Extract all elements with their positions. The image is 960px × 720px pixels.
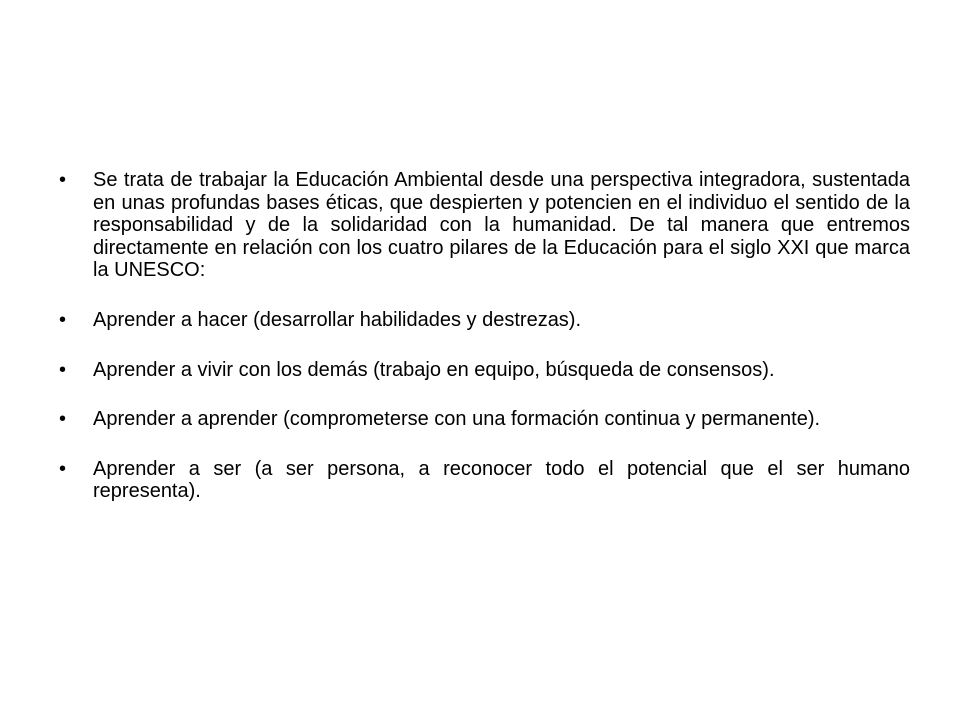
bullet-icon: •	[59, 408, 67, 431]
bullet-item-aprender-a-vivir	[57, 359, 910, 382]
bullet-text: Aprender a ser (a ser persona, a reconocer todo el potencial que el ser humano representa).	[93, 457, 910, 503]
bullet-list	[57, 169, 910, 503]
bullet-text: Aprender a vivir con los demás (trabajo en equipo, búsqueda de consensos).	[93, 358, 775, 381]
bullet-icon: •	[59, 457, 67, 480]
bullet-item-intro	[57, 169, 910, 282]
bullet-icon: •	[59, 358, 67, 381]
bullet-icon: •	[59, 169, 67, 191]
bullet-icon: •	[59, 308, 67, 331]
bullet-text: Se trata de trabajar la Educación Ambiental desde una perspectiva integradora, sustentada en unas profundas bases éticas, que despierten y potencien en el individuo el sentido de la responsabilidad y de la solidaridad con la humanidad. De tal manera que entremos directamente en relación con los cuatro pilares de la Educación para el siglo XXI que marca la UNESCO:	[93, 169, 910, 282]
bullet-item-aprender-a-ser	[57, 458, 910, 503]
bullet-text: Aprender a hacer (desarrollar habilidades y destrezas).	[93, 308, 582, 331]
bullet-item-aprender-a-aprender	[57, 408, 910, 431]
bullet-item-aprender-a-hacer	[57, 309, 910, 332]
bullet-text: Aprender a aprender (comprometerse con una formación continua y permanente).	[93, 408, 821, 431]
